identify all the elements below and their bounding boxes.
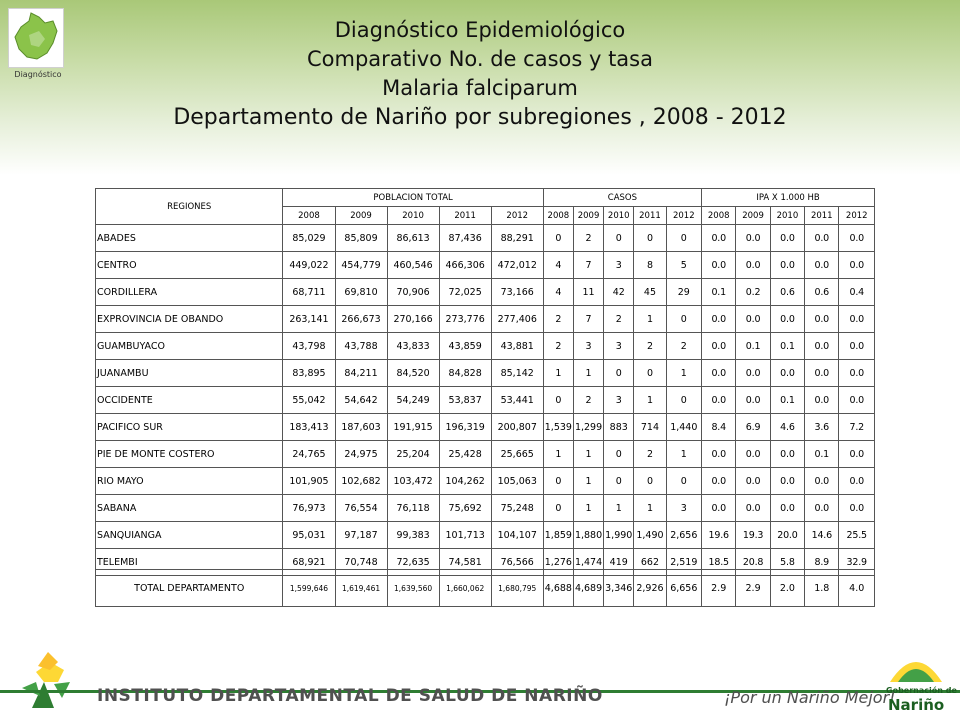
total-ipa-cell: 1.8	[805, 570, 839, 607]
pob-cell: 43,859	[439, 333, 491, 360]
table-row	[96, 360, 875, 387]
pob-cell: 25,204	[387, 441, 439, 468]
pob-cell: 273,776	[439, 306, 491, 333]
pob-cell: 102,682	[335, 468, 387, 495]
casos-cell: 0	[666, 468, 701, 495]
ipa-cell: 6.9	[736, 414, 770, 441]
table-row	[96, 333, 875, 360]
pob-cell: 84,828	[439, 360, 491, 387]
casos-cell: 2,519	[666, 549, 701, 576]
gobernacion-line1: Gobernación de	[886, 686, 957, 695]
title-line-1: Diagnóstico Epidemiológico	[334, 18, 626, 42]
pob-cell: 76,566	[491, 549, 543, 576]
casos-cell: 0	[604, 360, 634, 387]
ipa-cell: 0.6	[770, 279, 804, 306]
ipa-cell: 7.2	[839, 414, 875, 441]
ipa-cell: 0.0	[702, 333, 736, 360]
total-pob-cell: 1,639,560	[387, 570, 439, 607]
pob-cell: 70,906	[387, 279, 439, 306]
ipa-cell: 0.0	[805, 225, 839, 252]
casos-cell: 0	[634, 225, 666, 252]
ipa-cell: 0.1	[702, 279, 736, 306]
casos-cell: 1,880	[573, 522, 603, 549]
ipa-cell: 19.3	[736, 522, 770, 549]
casos-cell: 0	[634, 360, 666, 387]
casos-cell: 1,990	[604, 522, 634, 549]
ipa-cell: 0.1	[770, 387, 804, 414]
casos-cell: 3	[666, 495, 701, 522]
casos-cell: 714	[634, 414, 666, 441]
pob-cell: 95,031	[283, 522, 335, 549]
pob-cell: 104,262	[439, 468, 491, 495]
table-row	[96, 225, 875, 252]
casos-cell: 7	[573, 252, 603, 279]
pob-cell: 68,921	[283, 549, 335, 576]
region-name: GUAMBUYACO	[96, 333, 283, 360]
region-name: PACIFICO SUR	[96, 414, 283, 441]
ipa-cell: 0.0	[839, 333, 875, 360]
ipa-cell: 0.0	[839, 387, 875, 414]
ipa-cell: 0.0	[702, 387, 736, 414]
ipa-cell: 25.5	[839, 522, 875, 549]
pob-cell: 88,291	[491, 225, 543, 252]
casos-year-header: 2010	[604, 207, 634, 225]
pob-cell: 25,665	[491, 441, 543, 468]
casos-cell: 2	[543, 306, 573, 333]
pob-cell: 460,546	[387, 252, 439, 279]
ipa-year-header: 2011	[805, 207, 839, 225]
pob-cell: 187,603	[335, 414, 387, 441]
pob-cell: 76,118	[387, 495, 439, 522]
pob-cell: 73,166	[491, 279, 543, 306]
pob-cell: 85,142	[491, 360, 543, 387]
ipa-cell: 0.0	[702, 468, 736, 495]
region-name: SANQUIANGA	[96, 522, 283, 549]
casos-cell: 7	[573, 306, 603, 333]
casos-cell: 8	[634, 252, 666, 279]
casos-year-header: 2012	[666, 207, 701, 225]
pob-cell: 53,441	[491, 387, 543, 414]
region-name: EXPROVINCIA DE OBANDO	[96, 306, 283, 333]
total-table	[95, 569, 875, 607]
title-line-2: Comparativo No. de casos y tasa	[307, 47, 653, 71]
ipa-cell: 0.0	[770, 495, 804, 522]
ipa-cell: 0.1	[736, 333, 770, 360]
casos-cell: 2	[573, 225, 603, 252]
title-line-3: Malaria falciparum	[382, 76, 578, 100]
ipa-cell: 0.0	[702, 225, 736, 252]
casos-cell: 1,276	[543, 549, 573, 576]
total-casos-cell: 3,346	[604, 570, 634, 607]
ipa-cell: 0.0	[805, 360, 839, 387]
region-name: JUANAMBU	[96, 360, 283, 387]
ipa-cell: 0.1	[805, 441, 839, 468]
pob-cell: 70,748	[335, 549, 387, 576]
casos-cell: 0	[634, 468, 666, 495]
ipa-cell: 0.0	[770, 468, 804, 495]
pob-cell: 103,472	[387, 468, 439, 495]
ipa-cell: 32.9	[839, 549, 875, 576]
pob-year-header: 2011	[439, 207, 491, 225]
pob-cell: 43,833	[387, 333, 439, 360]
casos-cell: 29	[666, 279, 701, 306]
ipa-cell: 0.0	[805, 333, 839, 360]
ipa-cell: 0.0	[736, 495, 770, 522]
ipa-cell: 0.0	[839, 495, 875, 522]
pob-year-header: 2008	[283, 207, 335, 225]
casos-year-header: 2009	[573, 207, 603, 225]
ipa-cell: 3.6	[805, 414, 839, 441]
casos-cell: 662	[634, 549, 666, 576]
table-row	[96, 306, 875, 333]
casos-cell: 4	[543, 279, 573, 306]
ipa-cell: 0.0	[839, 306, 875, 333]
pob-cell: 472,012	[491, 252, 543, 279]
casos-cell: 3	[604, 252, 634, 279]
casos-cell: 2	[543, 333, 573, 360]
narino-map-icon	[9, 9, 63, 67]
casos-cell: 0	[543, 495, 573, 522]
pob-cell: 85,029	[283, 225, 335, 252]
ipa-cell: 0.4	[839, 279, 875, 306]
institute-name: INSTITUTO DEPARTAMENTAL DE SALUD DE NARIÑO	[97, 686, 603, 706]
casos-cell: 45	[634, 279, 666, 306]
total-casos-cell: 2,926	[634, 570, 666, 607]
ipa-cell: 4.6	[770, 414, 804, 441]
pob-cell: 266,673	[335, 306, 387, 333]
total-ipa-cell: 2.0	[770, 570, 804, 607]
table-row	[96, 414, 875, 441]
region-name: SABANA	[96, 495, 283, 522]
pob-cell: 104,107	[491, 522, 543, 549]
ipa-cell: 0.0	[736, 387, 770, 414]
pob-cell: 105,063	[491, 468, 543, 495]
total-ipa-cell: 2.9	[736, 570, 770, 607]
pob-year-header: 2009	[335, 207, 387, 225]
pob-cell: 76,554	[335, 495, 387, 522]
ipa-cell: 5.8	[770, 549, 804, 576]
casos-cell: 1	[543, 441, 573, 468]
casos-cell: 2	[573, 387, 603, 414]
pob-cell: 87,436	[439, 225, 491, 252]
ipa-cell: 0.0	[736, 225, 770, 252]
casos-cell: 0	[666, 306, 701, 333]
region-name: RIO MAYO	[96, 468, 283, 495]
total-pob-cell: 1,599,646	[283, 570, 335, 607]
casos-cell: 419	[604, 549, 634, 576]
page-title	[60, 16, 900, 132]
ipa-cell: 0.1	[770, 333, 804, 360]
pob-cell: 466,306	[439, 252, 491, 279]
ipa-cell: 0.0	[702, 441, 736, 468]
ipa-cell: 20.8	[736, 549, 770, 576]
ipa-cell: 0.0	[736, 360, 770, 387]
total-row	[96, 570, 875, 607]
casos-cell: 2,656	[666, 522, 701, 549]
map-logo	[8, 8, 64, 68]
casos-cell: 1	[573, 495, 603, 522]
ipa-cell: 0.0	[770, 441, 804, 468]
pob-cell: 54,249	[387, 387, 439, 414]
ipa-year-header: 2012	[839, 207, 875, 225]
casos-cell: 0	[543, 387, 573, 414]
ipa-cell: 0.0	[770, 306, 804, 333]
pob-cell: 69,810	[335, 279, 387, 306]
pob-cell: 25,428	[439, 441, 491, 468]
institute-logo	[14, 642, 84, 714]
pob-cell: 99,383	[387, 522, 439, 549]
poblacion-header: POBLACION TOTAL	[283, 189, 543, 207]
table-row	[96, 387, 875, 414]
region-name: CENTRO	[96, 252, 283, 279]
casos-cell: 11	[573, 279, 603, 306]
casos-cell: 1,440	[666, 414, 701, 441]
casos-cell: 2	[634, 333, 666, 360]
table-row	[96, 441, 875, 468]
ipa-cell: 0.0	[736, 441, 770, 468]
casos-year-header: 2011	[634, 207, 666, 225]
pob-cell: 76,973	[283, 495, 335, 522]
ipa-cell: 0.0	[770, 252, 804, 279]
pob-cell: 86,613	[387, 225, 439, 252]
pob-cell: 454,779	[335, 252, 387, 279]
pob-cell: 68,711	[283, 279, 335, 306]
ipa-cell: 0.0	[770, 360, 804, 387]
pob-cell: 43,798	[283, 333, 335, 360]
ipa-cell: 20.0	[770, 522, 804, 549]
ipa-cell: 0.0	[736, 306, 770, 333]
table-row	[96, 279, 875, 306]
casos-cell: 0	[604, 225, 634, 252]
ipa-cell: 0.0	[839, 468, 875, 495]
casos-cell: 1,299	[573, 414, 603, 441]
total-ipa-cell: 2.9	[702, 570, 736, 607]
ipa-cell: 18.5	[702, 549, 736, 576]
pob-cell: 75,692	[439, 495, 491, 522]
casos-cell: 3	[604, 333, 634, 360]
casos-cell: 1,859	[543, 522, 573, 549]
pob-cell: 85,809	[335, 225, 387, 252]
pob-cell: 75,248	[491, 495, 543, 522]
pob-cell: 72,635	[387, 549, 439, 576]
pob-year-header: 2010	[387, 207, 439, 225]
casos-cell: 883	[604, 414, 634, 441]
casos-cell: 0	[604, 441, 634, 468]
pob-cell: 200,807	[491, 414, 543, 441]
gobernacion-line2: Nariño	[888, 696, 945, 714]
ipa-cell: 0.0	[805, 468, 839, 495]
total-casos-cell: 4,689	[573, 570, 603, 607]
pob-cell: 270,166	[387, 306, 439, 333]
casos-cell: 1	[666, 441, 701, 468]
casos-cell: 1,474	[573, 549, 603, 576]
total-casos-cell: 6,656	[666, 570, 701, 607]
ipa-cell: 19.6	[702, 522, 736, 549]
ipa-cell: 14.6	[805, 522, 839, 549]
ipa-cell: 0.0	[736, 252, 770, 279]
casos-cell: 1	[634, 495, 666, 522]
casos-cell: 0	[543, 225, 573, 252]
table-row	[96, 252, 875, 279]
pob-cell: 196,319	[439, 414, 491, 441]
casos-cell: 1,539	[543, 414, 573, 441]
casos-year-header: 2008	[543, 207, 573, 225]
pob-cell: 24,765	[283, 441, 335, 468]
ipa-header: IPA X 1.000 HB	[702, 189, 875, 207]
total-ipa-cell: 4.0	[839, 570, 875, 607]
casos-cell: 1	[634, 306, 666, 333]
ipa-cell: 0.0	[770, 225, 804, 252]
slogan: ¡Por un Nariño Mejor!	[724, 688, 896, 707]
regions-header: REGIONES	[96, 189, 283, 225]
total-pob-cell: 1,619,461	[335, 570, 387, 607]
casos-cell: 0	[666, 225, 701, 252]
region-name: CORDILLERA	[96, 279, 283, 306]
total-pob-cell: 1,660,062	[439, 570, 491, 607]
pob-cell: 72,025	[439, 279, 491, 306]
pob-cell: 84,211	[335, 360, 387, 387]
pob-cell: 83,895	[283, 360, 335, 387]
pob-year-header: 2012	[491, 207, 543, 225]
ipa-cell: 0.0	[805, 252, 839, 279]
pob-cell: 97,187	[335, 522, 387, 549]
ipa-cell: 0.0	[805, 306, 839, 333]
region-name: TELEMBI	[96, 549, 283, 576]
casos-cell: 1	[573, 360, 603, 387]
ipa-cell: 0.0	[736, 468, 770, 495]
table-row	[96, 468, 875, 495]
flower-logo-icon	[14, 642, 84, 714]
casos-cell: 5	[666, 252, 701, 279]
ipa-cell: 0.0	[805, 387, 839, 414]
table-row	[96, 522, 875, 549]
pob-cell: 43,788	[335, 333, 387, 360]
pob-cell: 101,905	[283, 468, 335, 495]
casos-cell: 0	[666, 387, 701, 414]
malaria-table	[95, 188, 875, 576]
casos-cell: 1	[573, 468, 603, 495]
pob-cell: 55,042	[283, 387, 335, 414]
total-pob-cell: 1,680,795	[491, 570, 543, 607]
ipa-cell: 0.0	[805, 495, 839, 522]
casos-cell: 1	[634, 387, 666, 414]
pob-cell: 277,406	[491, 306, 543, 333]
ipa-cell: 0.0	[839, 225, 875, 252]
casos-cell: 1,490	[634, 522, 666, 549]
ipa-cell: 8.9	[805, 549, 839, 576]
ipa-cell: 0.0	[702, 306, 736, 333]
casos-cell: 1	[573, 441, 603, 468]
pob-cell: 449,022	[283, 252, 335, 279]
pob-cell: 263,141	[283, 306, 335, 333]
casos-cell: 2	[604, 306, 634, 333]
ipa-year-header: 2010	[770, 207, 804, 225]
region-name: ABADES	[96, 225, 283, 252]
casos-cell: 4	[543, 252, 573, 279]
pob-cell: 24,975	[335, 441, 387, 468]
pob-cell: 53,837	[439, 387, 491, 414]
casos-cell: 1	[543, 360, 573, 387]
ipa-cell: 0.0	[839, 360, 875, 387]
ipa-cell: 0.2	[736, 279, 770, 306]
ipa-cell: 8.4	[702, 414, 736, 441]
casos-cell: 0	[543, 468, 573, 495]
pob-cell: 54,642	[335, 387, 387, 414]
ipa-cell: 0.0	[839, 441, 875, 468]
pob-cell: 74,581	[439, 549, 491, 576]
ipa-cell: 0.0	[702, 360, 736, 387]
ipa-cell: 0.0	[702, 495, 736, 522]
pob-cell: 183,413	[283, 414, 335, 441]
table-row	[96, 495, 875, 522]
pob-cell: 84,520	[387, 360, 439, 387]
casos-cell: 1	[666, 360, 701, 387]
total-label: TOTAL DEPARTAMENTO	[96, 570, 283, 607]
pob-cell: 101,713	[439, 522, 491, 549]
casos-cell: 0	[604, 468, 634, 495]
casos-header: CASOS	[543, 189, 701, 207]
ipa-cell: 0.6	[805, 279, 839, 306]
ipa-cell: 0.0	[839, 252, 875, 279]
gobernacion-emblem-icon	[880, 646, 952, 686]
logo-caption: Diagnóstico	[14, 70, 62, 79]
region-name: PIE DE MONTE COSTERO	[96, 441, 283, 468]
casos-cell: 42	[604, 279, 634, 306]
ipa-year-header: 2009	[736, 207, 770, 225]
casos-cell: 2	[666, 333, 701, 360]
total-casos-cell: 4,688	[543, 570, 573, 607]
title-line-4: Departamento de Nariño por subregiones , 2008 - 2012	[173, 105, 787, 130]
region-name: OCCIDENTE	[96, 387, 283, 414]
pob-cell: 191,915	[387, 414, 439, 441]
pob-cell: 43,881	[491, 333, 543, 360]
casos-cell: 3	[604, 387, 634, 414]
ipa-year-header: 2008	[702, 207, 736, 225]
ipa-cell: 0.0	[702, 252, 736, 279]
casos-cell: 2	[634, 441, 666, 468]
casos-cell: 3	[573, 333, 603, 360]
casos-cell: 1	[604, 495, 634, 522]
